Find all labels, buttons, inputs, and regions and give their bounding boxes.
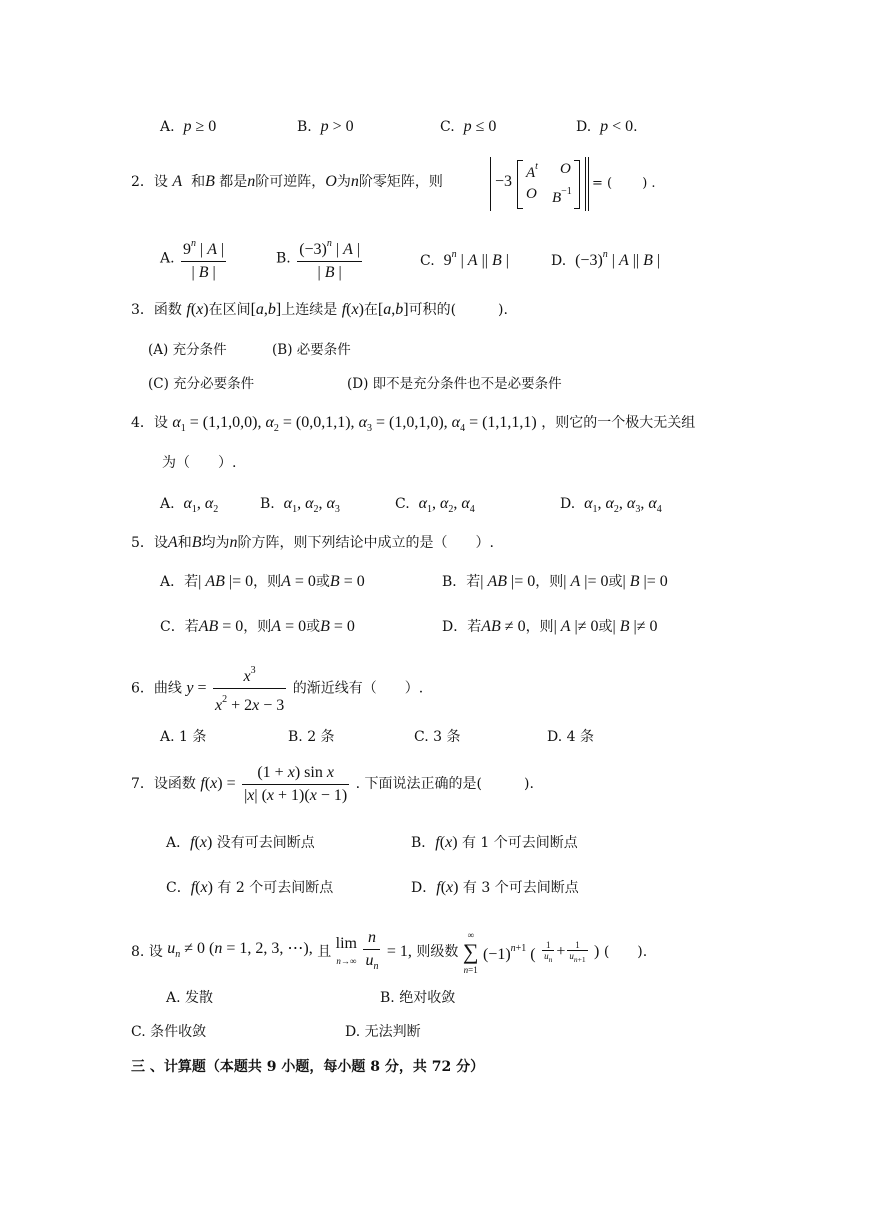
question-4-cont: 为（ ）. <box>162 455 237 471</box>
q2-tail: = ( ) . <box>592 176 656 191</box>
option-d: D. $\alpha_1$, $\alpha_2$, $\alpha_3$, $\alpha_4$ <box>560 495 662 515</box>
mat-a22: $B^{-1}$ <box>552 186 572 206</box>
det-coef: −3 <box>495 173 513 190</box>
det-bar-right-2 <box>588 157 589 211</box>
q7-option-a: A．f(x) 没有可去间断点 <box>166 834 315 851</box>
question-7: 7．设函数 f(x) = $\frac{\text{(1 + x) sin x}}{|x| (x + 1)(x - 1)}$ . 下面说法正确的是( ). <box>131 763 534 804</box>
det-bar-left <box>490 157 491 211</box>
option-d: D. p < 0. <box>576 118 638 135</box>
q6-option-a: A. 1 条 <box>160 729 207 745</box>
q6-option-d: D. 4 条 <box>547 729 594 745</box>
q4-options <box>160 494 720 514</box>
option-b: B. p > 0 <box>297 118 354 135</box>
q8-option-c: C. 条件收敛 <box>131 1024 207 1040</box>
det-bar-right <box>585 157 586 211</box>
q8-option-a: A. 发散 <box>166 990 214 1006</box>
option-c: C. p ≤ 0 <box>440 118 497 135</box>
q6-option-b: B. 2 条 <box>288 729 335 745</box>
mat-a11: $A^t$ <box>526 161 538 181</box>
bracket-left <box>517 160 523 209</box>
question-3: 3．函数 f(x)在区间[a,b]上连续是 f(x)在[a,b]可积的( ). <box>131 301 508 318</box>
q7-option-b: B．f(x) 有 1 个可去间断点 <box>411 834 578 851</box>
option-a: A. $\frac{9^n | A |}{| B |}$ <box>160 233 228 284</box>
q5-option-c: C．若AB = 0，则A = 0或B = 0 <box>160 618 355 635</box>
q5-option-a: A．若| AB |= 0，则A = 0或B = 0 <box>160 573 365 590</box>
q7-option-d: D．f(x) 有 3 个可去间断点 <box>411 879 579 896</box>
q3-option-b: (B) 必要条件 <box>272 342 351 358</box>
section-3-heading: 三 、计算题（本题共 9 小题，每小题 8 分，共 72 分） <box>131 1059 485 1075</box>
question-5: 5．设A和B均为n阶方阵，则下列结论中成立的是（ ）. <box>131 534 494 551</box>
q7-option-c: C．f(x) 有 2 个可去间断点 <box>166 879 334 896</box>
determinant-matrix <box>490 157 590 211</box>
option-b: B. $\alpha_1$, $\alpha_2$, $\alpha_3$ <box>260 495 340 515</box>
option-c: C. $\alpha_1$, $\alpha_2$, $\alpha_4$ <box>395 495 475 515</box>
q8-option-b: B. 绝对收敛 <box>380 990 456 1006</box>
q3-option-d: (D) 即不是充分条件也不是必要条件 <box>347 376 562 392</box>
option-a: A. $\alpha_1$, $\alpha_2$ <box>160 495 219 515</box>
question-2: 2．设 A 和B 都是n阶可逆阵，O为n阶零矩阵，则 <box>131 173 443 190</box>
option-d: D. $(-3)^n$ | A || B | <box>551 249 661 269</box>
bracket-right <box>574 160 580 209</box>
option-b: B. $\frac{(-3)^n | A |}{| B |}$ <box>276 233 364 284</box>
q2-options <box>160 233 720 283</box>
q5-option-b: B．若| AB |= 0，则| A |= 0或| B |= 0 <box>442 573 668 590</box>
q3-option-c: (C) 充分必要条件 <box>148 376 255 392</box>
q6-option-c: C. 3 条 <box>414 729 461 745</box>
question-6: 6．曲线 y = $\frac{x^3}{x^2 + 2x - 3}$ 的渐近线有（ ）. <box>131 660 423 710</box>
mat-a21: O <box>526 186 537 202</box>
q5-option-d: D．若AB ≠ 0，则| A |≠ 0或| B |≠ 0 <box>442 618 658 635</box>
option-a: A. p ≥ 0 <box>160 118 217 135</box>
question-4: 4．设 $\alpha_1 = (1,1,0,0)$, $\alpha_2 = (0,0,1,1)$, $\alpha_3 = (1,0,1,0)$, $\alpha_4 = (1,1,1,1)$ ，则它的一个极大无关组 <box>131 414 696 434</box>
q3-option-a: (A) 充分条件 <box>148 342 227 358</box>
q8-option-d: D. 无法判断 <box>345 1024 421 1040</box>
question-8: 8. 设 $u_n \ne 0$ (n = 1, 2, 3, ⋯), 且 lim n→∞ $\frac{n}{u_n}$ = 1, 则级数 ∞ ∑ n=1 $(-1)^{n+1}$ ( $\frac{1}{u_n}$ + $\frac{1}{u_{n+1}}$ ) ( ). <box>131 928 648 975</box>
q1-options <box>160 117 720 137</box>
option-c: C. 9$^n$ | A || B | <box>420 249 509 269</box>
mat-a12: O <box>560 161 571 177</box>
